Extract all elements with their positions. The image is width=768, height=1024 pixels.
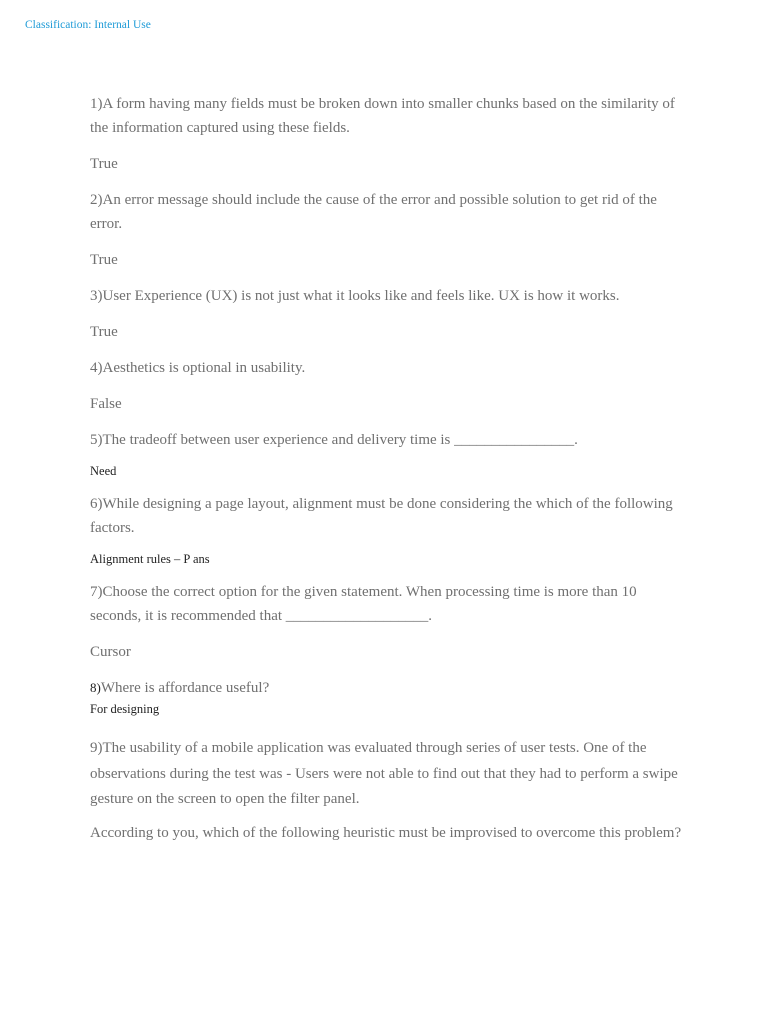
- answer-5: Need: [90, 464, 117, 478]
- question-7: 7)Choose the correct option for the given statement. When processing time is more than 10 seconds, it is recommended that ___________________.: [90, 584, 637, 624]
- answer-3: True: [90, 324, 118, 340]
- answer-6: Alignment rules – P ans: [90, 552, 210, 566]
- document-body: [90, 92, 690, 846]
- answer-8: For designing: [90, 702, 160, 716]
- answer-7: Cursor: [90, 644, 131, 660]
- question-8-text: Where is affordance useful?: [100, 680, 270, 696]
- question-3: 3)User Experience (UX) is not just what it looks like and feels like. UX is how it works.: [90, 288, 620, 304]
- question-8: [90, 676, 690, 700]
- question-9: 9)The usability of a mobile application was evaluated through series of user tests. One of the observations during the test was - Users were not able to find out that they had to perform a swipe gesture on the screen to open the filter panel.: [90, 740, 678, 807]
- answer-2: True: [90, 252, 118, 268]
- answer-1: True: [90, 156, 118, 172]
- question-6: 6)While designing a page layout, alignment must be done considering the which of the following factors.: [90, 496, 673, 536]
- question-5: 5)The tradeoff between user experience and delivery time is ________________.: [90, 432, 578, 448]
- classification-label: Classification: Internal Use: [25, 19, 151, 31]
- question-8-number: 8): [90, 680, 101, 695]
- question-2: 2)An error message should include the cause of the error and possible solution to get rid of the error.: [90, 192, 657, 232]
- answer-4: False: [90, 396, 122, 412]
- question-4: 4)Aesthetics is optional in usability.: [90, 360, 306, 376]
- question-9-prompt: According to you, which of the following heuristic must be improvised to overcome this problem?: [90, 824, 682, 841]
- question-1: 1)A form having many fields must be broken down into smaller chunks based on the similarity of the information captured using these fields.: [90, 96, 675, 136]
